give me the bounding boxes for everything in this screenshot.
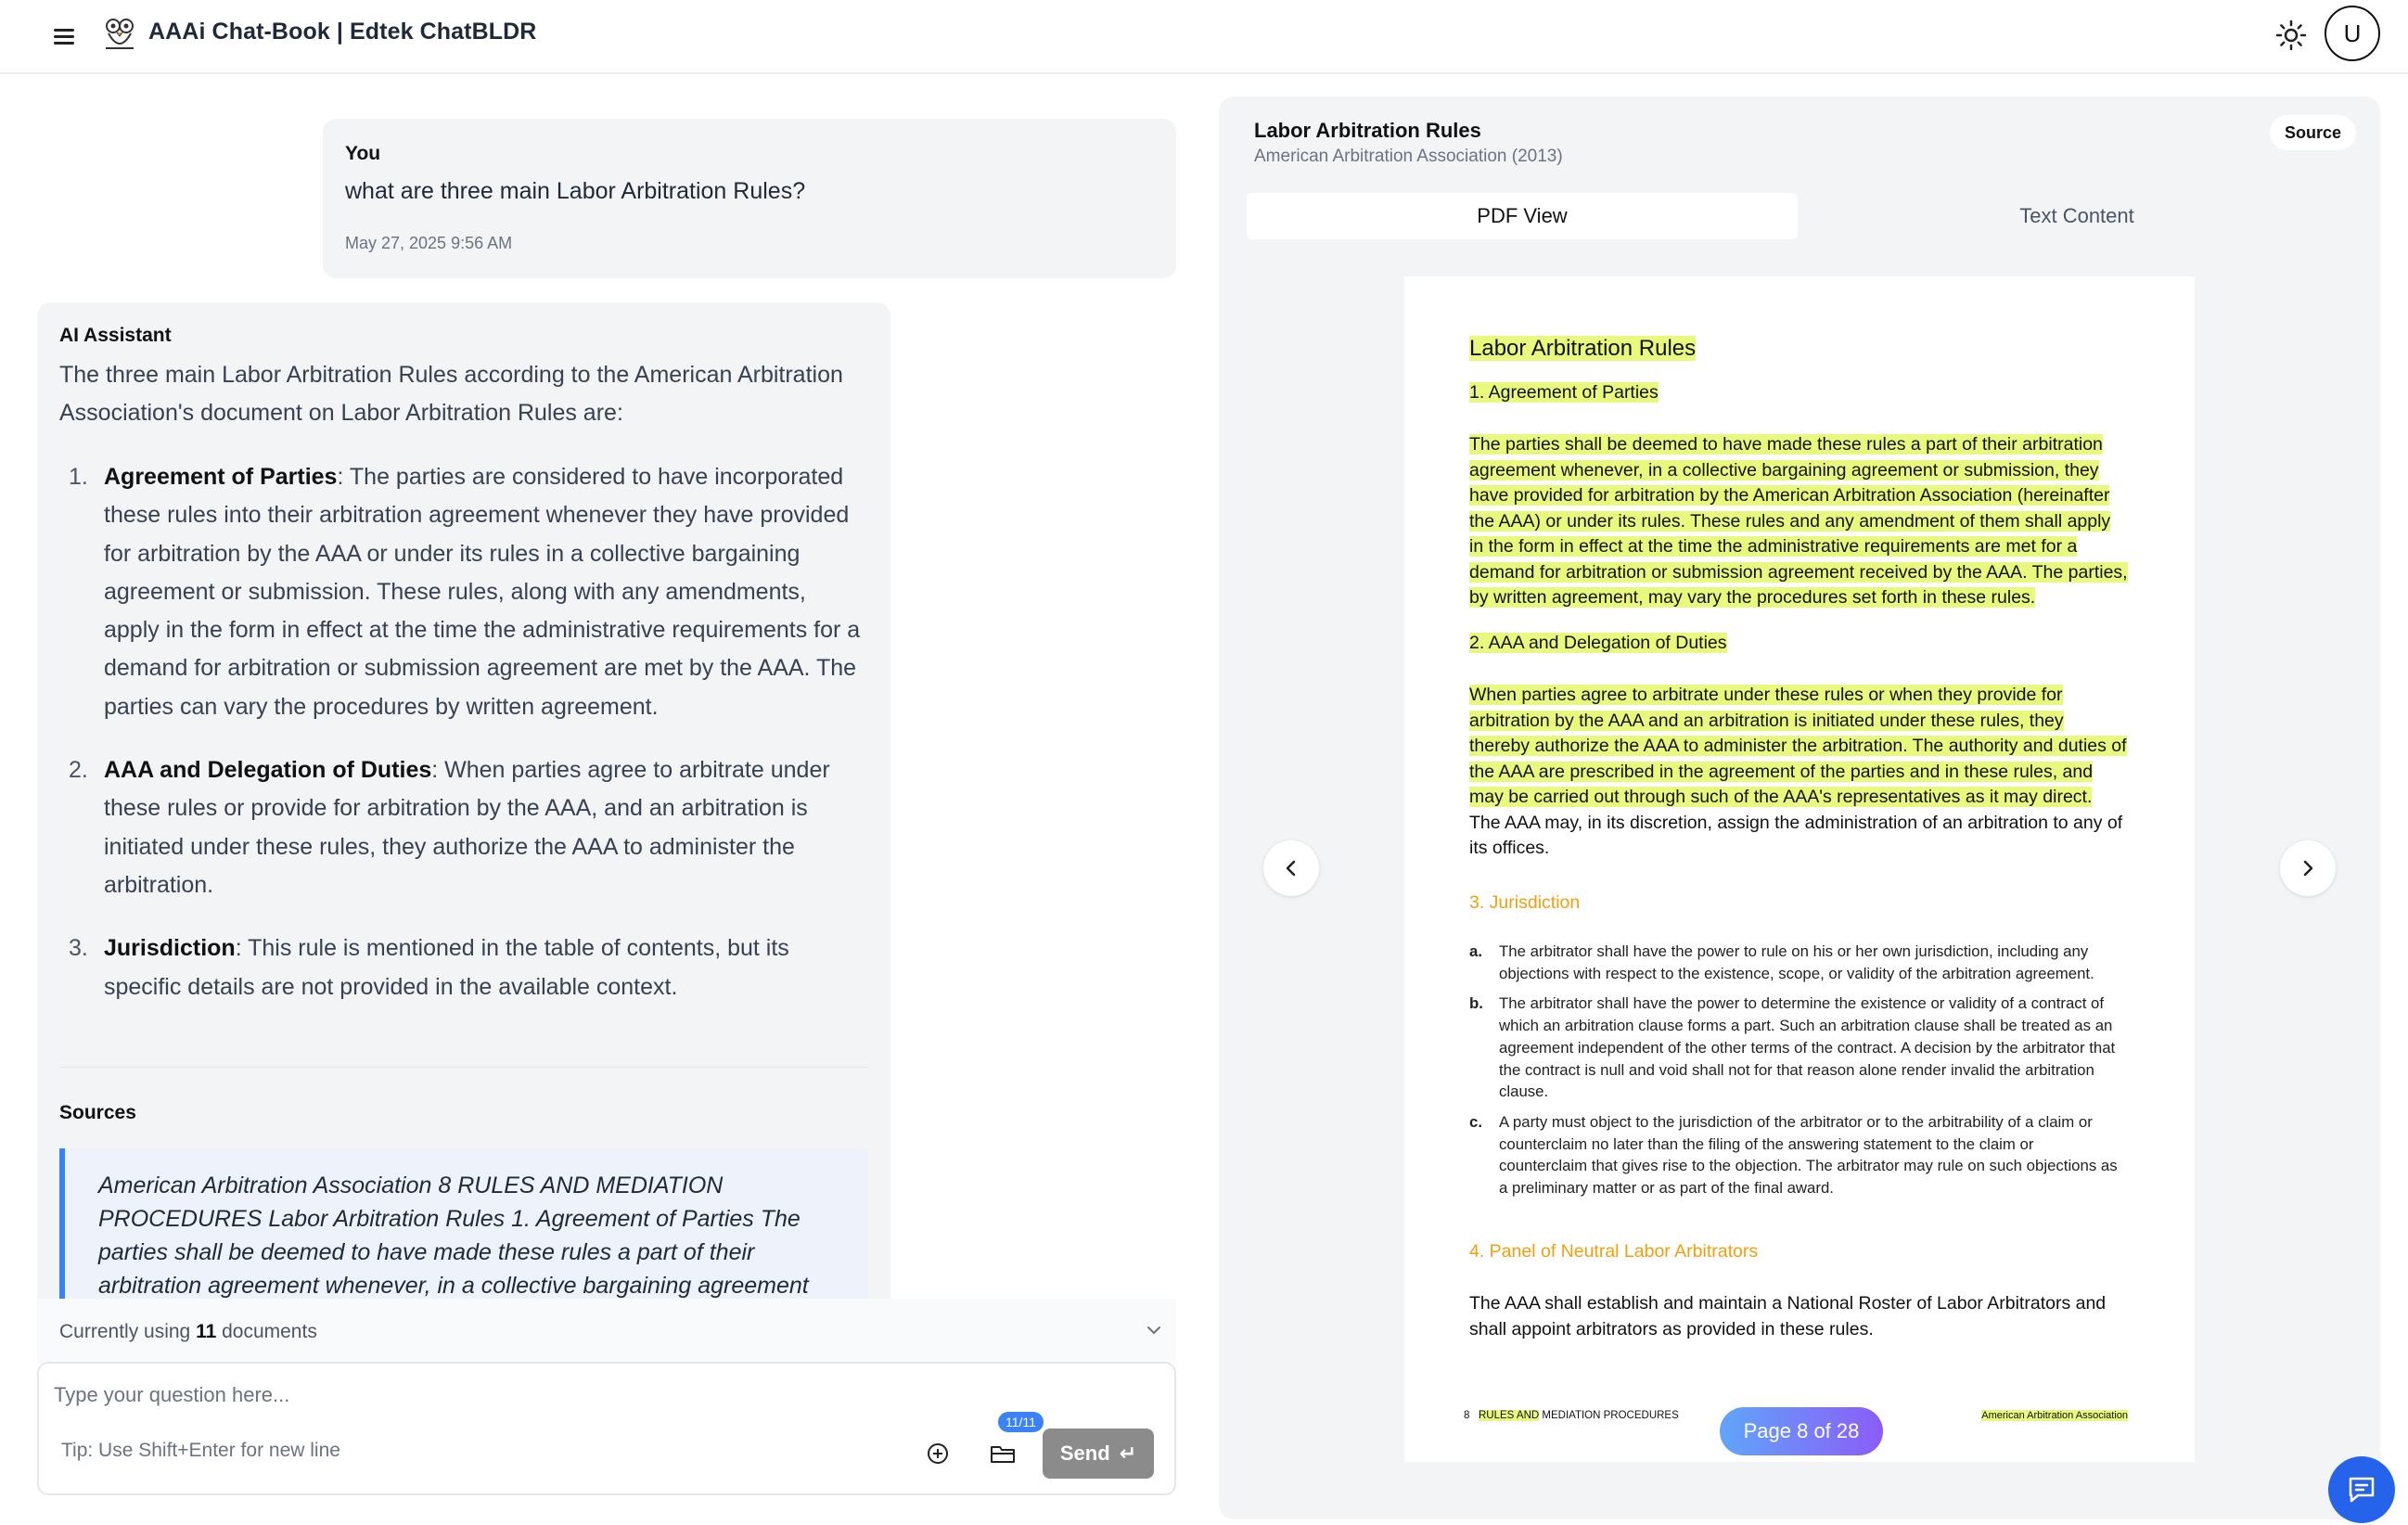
list-item: 3. Jurisdiction: This rule is mentioned in the table of contents, but its specific details are not provided in the available context. [69, 935, 789, 1000]
view-tabs [1247, 193, 2352, 239]
enter-icon: ↵ [1119, 1442, 1137, 1465]
chevron-left-icon [1279, 856, 1303, 880]
pdf-title: Labor Arbitration Rules [1469, 336, 1697, 361]
pdf-section-heading: 1. Agreement of Parties [1469, 382, 1659, 403]
previous-page-button[interactable] [1263, 840, 1319, 896]
sources-heading: Sources [59, 1102, 136, 1123]
user-message-text: what are three main Labor Arbitration Rules? [345, 178, 806, 204]
user-message-timestamp: May 27, 2025 9:56 AM [345, 234, 513, 252]
list-item: b. The arbitrator shall have the power to determine the existence or validity of a contract of which an arbitration clause forms a part. Such an arbitration clause shall be treated as an agreement independent of the other terms of the contract. A decision by the arbitrator that the contract is null and void shall not for that reason alone render invalid the arbitration clause. [1469, 994, 2116, 1101]
composer-tip: Tip: Use Shift+Enter for new line [61, 1440, 340, 1461]
list-item: a. The arbitrator shall have the power to rule on his or her own jurisdiction, including any objections with respect to the existence, scope, or validity of the arbitration agreement. [1469, 942, 2094, 982]
pdf-paragraph: The AAA shall establish and maintain a National Roster of Labor Arbitrators and shall appoint arbitrators as provided in these rules. [1469, 1293, 2107, 1339]
folder-icon[interactable] [987, 1438, 1018, 1469]
sun-icon[interactable] [2273, 17, 2310, 54]
owl-logo-icon [100, 13, 139, 52]
ai-answer-list [59, 458, 866, 1032]
chevron-right-icon [2296, 856, 2320, 880]
chat-bubble-icon [2343, 1471, 2380, 1508]
ai-message-intro: The three main Labor Arbitration Rules according to the American Arbitration Association's document on Labor Arbitration Rules are: [59, 362, 843, 426]
source-badge: Source [2270, 115, 2356, 150]
source-quote[interactable]: American Arbitration Association 8 RULES AND MEDIATION PROCEDURES Labor Arbitration Rules 1. Agreement of Parties The parties shall be deemed to have made these rules a part of their arbitration agreement whenever, in a collective bargaining agreement [59, 1148, 868, 1299]
documents-badge: 11/11 [998, 1412, 1044, 1432]
send-button[interactable]: Send ↵ [1043, 1429, 1154, 1479]
tab-text-content[interactable]: Text Content [2019, 204, 2134, 227]
source-title: Labor Arbitration Rules [1254, 119, 1481, 142]
documents-count-label: Currently using 11 documents [59, 1321, 317, 1342]
pdf-footer-left: 8 RULES AND MEDIATION PROCEDURES [1464, 1410, 1679, 1421]
list-item: 2. AAA and Delegation of Duties: When parties agree to arbitrate under these rules or provide for arbitration by the AAA, and an arbitration is initiated under these rules, they authorize the AAA to administer the arbitration. [69, 757, 830, 898]
source-panel [1219, 96, 2380, 1519]
pdf-footer-right: American Arbitration Association [1981, 1410, 2128, 1421]
tab-pdf-view[interactable]: PDF View [1247, 193, 1798, 239]
pdf-section-heading: 2. AAA and Delegation of Duties [1469, 633, 1727, 653]
question-input[interactable] [54, 1373, 1148, 1417]
divider [59, 1067, 868, 1068]
menu-icon[interactable] [50, 22, 80, 52]
top-bar [0, 0, 2408, 74]
pdf-section-heading: 4. Panel of Neutral Labor Arbitrators [1469, 1241, 1759, 1262]
pdf-page [1404, 276, 2195, 1462]
user-message-author: You [345, 143, 381, 164]
source-subtitle: American Arbitration Association (2013) [1254, 147, 1563, 166]
list-item: 1. Agreement of Parties: The parties are considered to have incorporated these rules into their arbitration agreement whenever they have provided for arbitration by the AAA or under its rules in a collective bargaining agreement or submission. These rules, along with any amendments, apply in the form in effect at the time the administrative requirements for a demand for arbitration or submission agreement are met by the AAA. The parties can vary the procedures by written agreement. [69, 464, 861, 720]
user-avatar[interactable]: U [2325, 6, 2380, 61]
page-indicator: Page 8 of 28 [1720, 1407, 1883, 1455]
pdf-paragraph: The parties shall be deemed to have made these rules a part of their arbitration agreement whenever, in a collective bargaining agreement or submission, they have provided for arbitration by the American Arbitration Association (hereinafter the AAA) or under its rules. These rules and any amendment of them shall apply in the form in effect at the time the administrative requirements are met for a demand for arbitration or submission agreement received by the AAA. The parties, by written agreement, may vary the procedures set forth in these rules. [1469, 434, 2128, 608]
user-message [323, 119, 1176, 278]
pdf-list [1469, 941, 2119, 1208]
ai-message-author: AI Assistant [59, 325, 172, 346]
list-item: c. A party must object to the jurisdiction of the arbitrator or to the arbitrability of a claim or counterclaim no later than the filing of the answering statement to the claim or counterclaim that gives rise to the objection. The arbitrator may rule on such objections as a preliminary matter or as part of the final award. [1469, 1112, 2118, 1198]
documents-selector[interactable] [37, 1299, 1176, 1364]
message-composer [37, 1362, 1176, 1495]
chat-widget-button[interactable] [2328, 1456, 2395, 1523]
add-icon[interactable] [922, 1438, 954, 1469]
next-page-button[interactable] [2280, 840, 2336, 896]
chevron-down-icon[interactable] [1143, 1319, 1165, 1341]
pdf-paragraph: When parties agree to arbitrate under these rules or when they provide for arbitration by the AAA and an arbitration is initiated under these rules, they thereby authorize the AAA to administer the arbitration. The authority and duties of the AAA are prescribed in the agreement of the parties and in these rules, and may be carried out through such of the AAA's representatives as it may direct. The AAA may, in its discretion, assign the administration of an arbitration to any of its offices. [1469, 685, 2127, 858]
pdf-section-heading: 3. Jurisdiction [1469, 892, 1581, 913]
app-title: AAAi Chat-Book | Edtek ChatBLDR [148, 19, 537, 45]
ai-message [37, 302, 890, 1299]
